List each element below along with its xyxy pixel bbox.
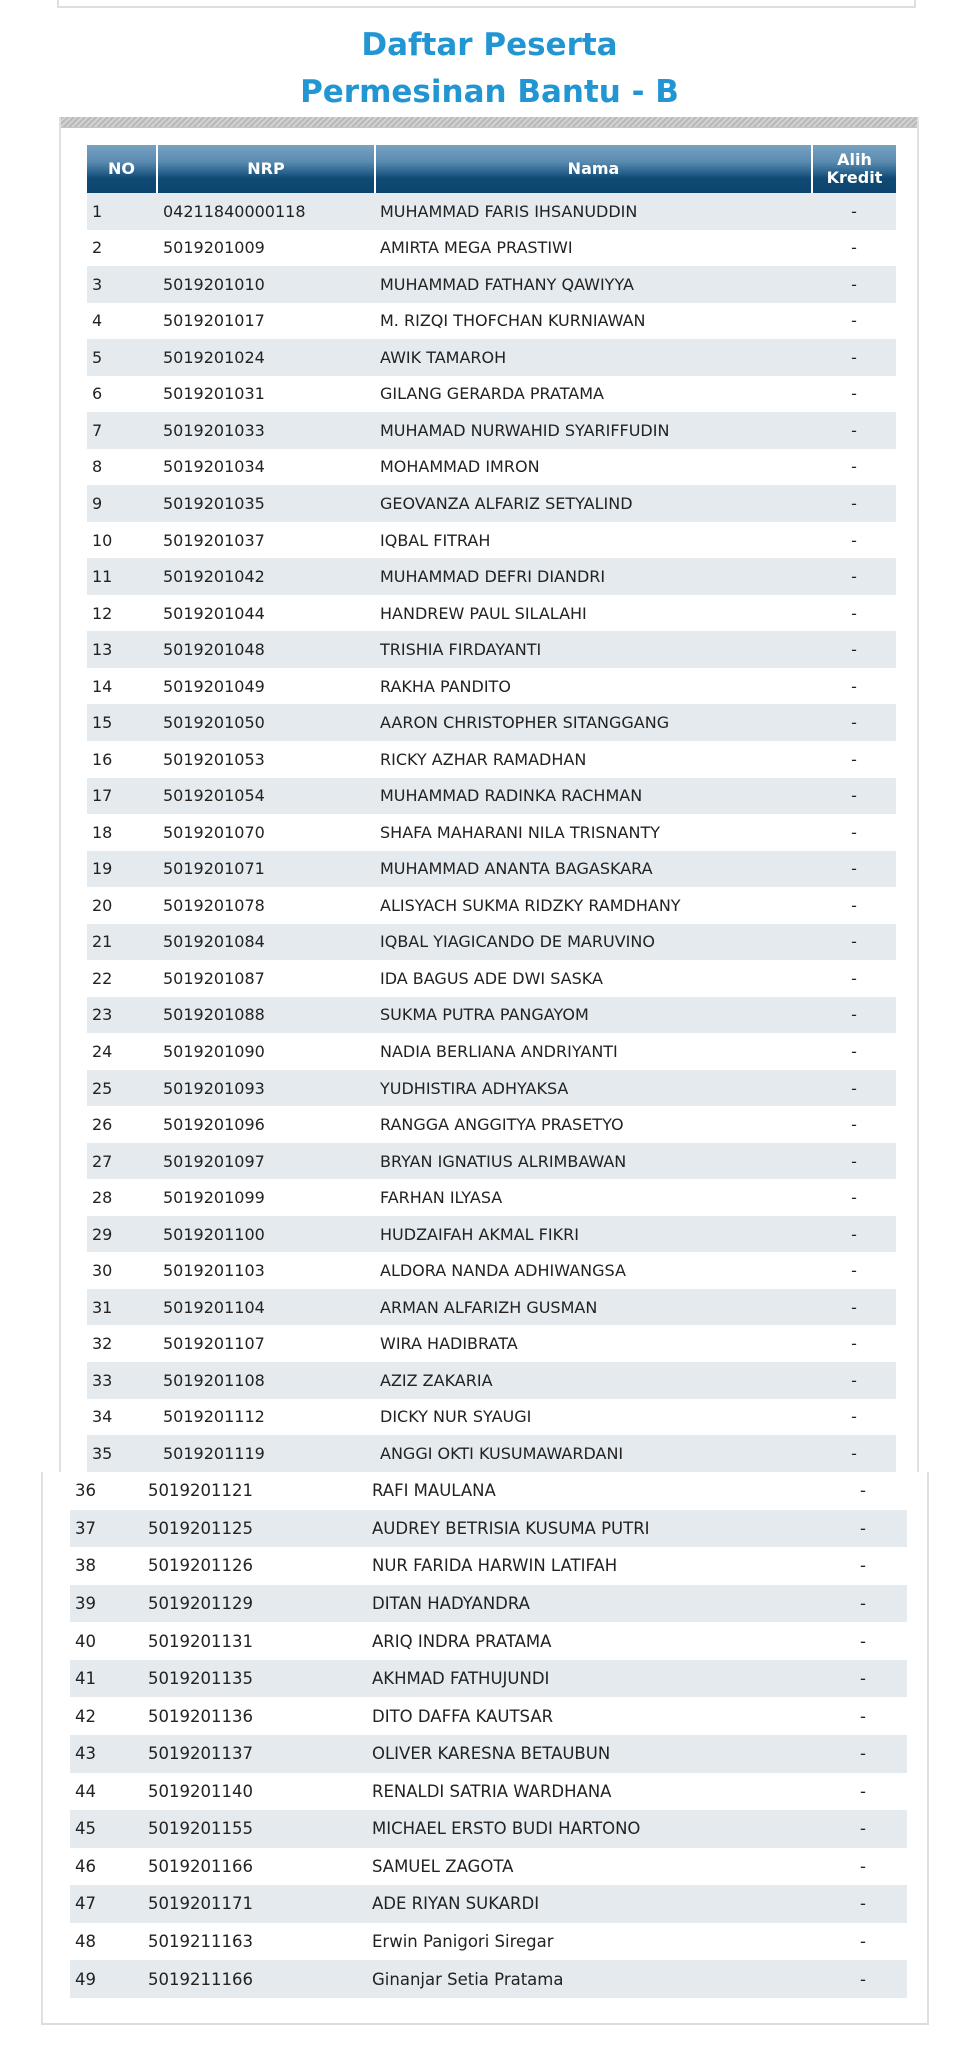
- row-nama: RANGGA ANGGITYA PRASETYO: [375, 1106, 812, 1143]
- row-nama: ARMAN ALFARIZH GUSMAN: [375, 1289, 812, 1326]
- table-row: [70, 1810, 907, 1848]
- column-header-nrp: NRP: [157, 145, 375, 193]
- row-number: 12: [87, 595, 157, 632]
- table-row: [87, 631, 896, 668]
- row-number: 21: [87, 924, 157, 961]
- table-row: [87, 412, 896, 449]
- row-nama: AMIRTA MEGA PRASTIWI: [375, 230, 812, 267]
- row-alih-kredit: -: [812, 1399, 896, 1436]
- row-nrp: 5019201121: [142, 1472, 367, 1510]
- row-nama: AZIZ ZAKARIA: [375, 1362, 812, 1399]
- column-header-alih-kredit: [812, 145, 896, 193]
- row-nama: HUDZAIFAH AKMAL FIKRI: [375, 1216, 812, 1253]
- row-number: 9: [87, 485, 157, 522]
- table-row: [87, 1216, 896, 1253]
- row-number: 42: [70, 1697, 142, 1735]
- table-row: [70, 1885, 907, 1923]
- row-nama: GILANG GERARDA PRATAMA: [375, 376, 812, 413]
- row-number: 25: [87, 1070, 157, 1107]
- row-nrp: 5019201096: [157, 1106, 375, 1143]
- row-number: 17: [87, 778, 157, 815]
- row-nrp: 5019201050: [157, 704, 375, 741]
- row-nrp: 5019201037: [157, 522, 375, 559]
- table-row: [87, 339, 896, 376]
- row-alih-kredit: -: [812, 485, 896, 522]
- row-alih-kredit: -: [812, 741, 896, 778]
- row-nama: RICKY AZHAR RAMADHAN: [375, 741, 812, 778]
- row-nrp: 5019201044: [157, 595, 375, 632]
- row-nama: FARHAN ILYASA: [375, 1179, 812, 1216]
- row-alih-kredit: -: [819, 1885, 907, 1923]
- row-nrp: 5019201034: [157, 449, 375, 486]
- table-row: [70, 1848, 907, 1886]
- row-number: 35: [87, 1435, 157, 1472]
- row-alih-kredit: -: [812, 1325, 896, 1362]
- row-nama: IQBAL YIAGICANDO DE MARUVINO: [375, 924, 812, 961]
- row-number: 3: [87, 266, 157, 303]
- row-nama: SHAFA MAHARANI NILA TRISNANTY: [375, 814, 812, 851]
- row-nama: Erwin Panigori Siregar: [367, 1923, 819, 1961]
- row-nrp: 5019201024: [157, 339, 375, 376]
- row-alih-kredit: -: [812, 1143, 896, 1180]
- table-row: [87, 668, 896, 705]
- row-nama: ALDORA NANDA ADHIWANGSA: [375, 1252, 812, 1289]
- row-alih-kredit: -: [819, 1585, 907, 1623]
- row-number: 28: [87, 1179, 157, 1216]
- row-alih-kredit: -: [812, 924, 896, 961]
- previous-section-box: [57, 0, 916, 8]
- table-row: [87, 1325, 896, 1362]
- participant-table: [87, 145, 896, 1472]
- row-number: 16: [87, 741, 157, 778]
- row-nama: YUDHISTIRA ADHYAKSA: [375, 1070, 812, 1107]
- row-number: 40: [70, 1622, 142, 1660]
- row-nama: MUHAMMAD FATHANY QAWIYYA: [375, 266, 812, 303]
- row-alih-kredit: -: [819, 1697, 907, 1735]
- row-number: 45: [70, 1810, 142, 1848]
- row-number: 46: [70, 1848, 142, 1886]
- row-nrp: 5019201084: [157, 924, 375, 961]
- row-alih-kredit: -: [812, 887, 896, 924]
- row-alih-kredit: -: [819, 1923, 907, 1961]
- row-number: 2: [87, 230, 157, 267]
- row-nama: DICKY NUR SYAUGI: [375, 1399, 812, 1436]
- table-row: [87, 193, 896, 230]
- row-nrp: 5019201129: [142, 1585, 367, 1623]
- table-row: [87, 778, 896, 815]
- table-row: [70, 1735, 907, 1773]
- row-nrp: 5019201053: [157, 741, 375, 778]
- row-nama: NUR FARIDA HARWIN LATIFAH: [367, 1547, 819, 1585]
- row-number: 6: [87, 376, 157, 413]
- table-row: [87, 303, 896, 340]
- row-nrp: 5019201088: [157, 997, 375, 1034]
- row-nrp: 5019201010: [157, 266, 375, 303]
- row-nrp: 5019201078: [157, 887, 375, 924]
- row-nama: TRISHIA FIRDAYANTI: [375, 631, 812, 668]
- row-number: 20: [87, 887, 157, 924]
- row-nama: GEOVANZA ALFARIZ SETYALIND: [375, 485, 812, 522]
- row-alih-kredit: -: [812, 960, 896, 997]
- row-number: 36: [70, 1472, 142, 1510]
- table-row: [87, 558, 896, 595]
- row-number: 48: [70, 1923, 142, 1961]
- row-nrp: 5019201087: [157, 960, 375, 997]
- row-number: 1: [87, 193, 157, 230]
- row-nrp: 5019201135: [142, 1660, 367, 1698]
- row-number: 11: [87, 558, 157, 595]
- row-nrp: 5019201166: [142, 1848, 367, 1886]
- row-nrp: 5019201126: [142, 1547, 367, 1585]
- row-nama: AKHMAD FATHUJUNDI: [367, 1660, 819, 1698]
- row-alih-kredit: -: [812, 1179, 896, 1216]
- row-number: 41: [70, 1660, 142, 1698]
- column-header-alih-kredit-line-1: Alih: [837, 150, 872, 169]
- table-row: [87, 266, 896, 303]
- row-nrp: 5019211166: [142, 1960, 367, 1998]
- row-nama: OLIVER KARESNA BETAUBUN: [367, 1735, 819, 1773]
- row-number: 27: [87, 1143, 157, 1180]
- row-alih-kredit: -: [812, 412, 896, 449]
- row-number: 32: [87, 1325, 157, 1362]
- table-header-row: [87, 145, 896, 193]
- row-number: 49: [70, 1960, 142, 1998]
- table-row: [87, 1143, 896, 1180]
- row-number: 22: [87, 960, 157, 997]
- row-nama: AUDREY BETRISIA KUSUMA PUTRI: [367, 1510, 819, 1548]
- row-number: 30: [87, 1252, 157, 1289]
- table-row: [87, 1179, 896, 1216]
- row-nrp: 5019201035: [157, 485, 375, 522]
- table-row: [87, 1106, 896, 1143]
- row-number: 43: [70, 1735, 142, 1773]
- row-alih-kredit: -: [812, 631, 896, 668]
- row-alih-kredit: -: [812, 1216, 896, 1253]
- row-alih-kredit: -: [812, 1252, 896, 1289]
- row-nama: RAFI MAULANA: [367, 1472, 819, 1510]
- row-alih-kredit: -: [819, 1660, 907, 1698]
- row-alih-kredit: -: [812, 522, 896, 559]
- row-nama: DITO DAFFA KAUTSAR: [367, 1697, 819, 1735]
- table-row: [87, 1399, 896, 1436]
- table-row: [87, 230, 896, 267]
- row-number: 31: [87, 1289, 157, 1326]
- row-nrp: 5019201099: [157, 1179, 375, 1216]
- row-alih-kredit: -: [812, 1033, 896, 1070]
- row-alih-kredit: -: [819, 1735, 907, 1773]
- row-nama: M. RIZQI THOFCHAN KURNIAWAN: [375, 303, 812, 340]
- page-title-line-2: Permesinan Bantu - B: [300, 74, 679, 110]
- table-row: [87, 522, 896, 559]
- row-nrp: 5019201136: [142, 1697, 367, 1735]
- row-alih-kredit: -: [812, 704, 896, 741]
- row-nrp: 5019201140: [142, 1773, 367, 1811]
- row-nama: MUHAMMAD ANANTA BAGASKARA: [375, 851, 812, 888]
- row-nama: MUHAMMAD DEFRI DIANDRI: [375, 558, 812, 595]
- table-row: [87, 851, 896, 888]
- row-number: 34: [87, 1399, 157, 1436]
- row-nrp: 04211840000118: [157, 193, 375, 230]
- table-row: [87, 376, 896, 413]
- table-row: [87, 1033, 896, 1070]
- row-alih-kredit: -: [812, 778, 896, 815]
- row-alih-kredit: -: [819, 1848, 907, 1886]
- row-alih-kredit: -: [819, 1960, 907, 1998]
- row-nrp: 5019201049: [157, 668, 375, 705]
- row-alih-kredit: -: [819, 1510, 907, 1548]
- table-row: [87, 887, 896, 924]
- row-nama: DITAN HADYANDRA: [367, 1585, 819, 1623]
- row-number: 44: [70, 1773, 142, 1811]
- table-row: [87, 449, 896, 486]
- row-nama: NADIA BERLIANA ANDRIYANTI: [375, 1033, 812, 1070]
- row-nama: MUHAMMAD RADINKA RACHMAN: [375, 778, 812, 815]
- table-row: [70, 1510, 907, 1548]
- row-alih-kredit: -: [812, 1362, 896, 1399]
- row-nrp: 5019201131: [142, 1622, 367, 1660]
- table-row: [87, 1362, 896, 1399]
- row-nama: RAKHA PANDITO: [375, 668, 812, 705]
- row-nama: SUKMA PUTRA PANGAYOM: [375, 997, 812, 1034]
- row-nrp: 5019211163: [142, 1923, 367, 1961]
- row-nrp: 5019201107: [157, 1325, 375, 1362]
- row-nrp: 5019201054: [157, 778, 375, 815]
- row-number: 33: [87, 1362, 157, 1399]
- row-nrp: 5019201009: [157, 230, 375, 267]
- row-nama: MUHAMAD NURWAHID SYARIFFUDIN: [375, 412, 812, 449]
- row-number: 14: [87, 668, 157, 705]
- row-number: 29: [87, 1216, 157, 1253]
- row-nama: AWIK TAMAROH: [375, 339, 812, 376]
- table-row: [87, 1070, 896, 1107]
- row-number: 15: [87, 704, 157, 741]
- table-row: [70, 1923, 907, 1961]
- row-nrp: 5019201104: [157, 1289, 375, 1326]
- table-row: [70, 1660, 907, 1698]
- row-nama: WIRA HADIBRATA: [375, 1325, 812, 1362]
- row-alih-kredit: -: [812, 193, 896, 230]
- table-row: [87, 814, 896, 851]
- row-alih-kredit: -: [812, 230, 896, 267]
- row-number: 10: [87, 522, 157, 559]
- table-row: [87, 595, 896, 632]
- table-row: [87, 997, 896, 1034]
- row-number: 18: [87, 814, 157, 851]
- row-nrp: 5019201155: [142, 1810, 367, 1848]
- row-alih-kredit: -: [812, 1289, 896, 1326]
- page-title-line-1: Daftar Peserta: [361, 27, 618, 63]
- table-row: [87, 741, 896, 778]
- row-nama: SAMUEL ZAGOTA: [367, 1848, 819, 1886]
- row-alih-kredit: -: [819, 1622, 907, 1660]
- panel-header-stripe: [61, 117, 917, 128]
- table-row: [87, 1289, 896, 1326]
- row-alih-kredit: -: [812, 558, 896, 595]
- row-number: 39: [70, 1585, 142, 1623]
- row-number: 8: [87, 449, 157, 486]
- row-nama: ADE RIYAN SUKARDI: [367, 1885, 819, 1923]
- row-nama: RENALDI SATRIA WARDHANA: [367, 1773, 819, 1811]
- row-nama: IDA BAGUS ADE DWI SASKA: [375, 960, 812, 997]
- table-row: [87, 1252, 896, 1289]
- table-row: [70, 1773, 907, 1811]
- table-row: [87, 960, 896, 997]
- row-number: 23: [87, 997, 157, 1034]
- table-row: [70, 1697, 907, 1735]
- row-nrp: 5019201119: [157, 1435, 375, 1472]
- row-number: 7: [87, 412, 157, 449]
- table-row: [70, 1960, 907, 1998]
- table-row: [87, 485, 896, 522]
- table-row: [70, 1472, 907, 1510]
- column-header-no: NO: [87, 145, 157, 193]
- row-alih-kredit: -: [812, 266, 896, 303]
- row-nrp: 5019201125: [142, 1510, 367, 1548]
- row-number: 47: [70, 1885, 142, 1923]
- row-nrp: 5019201093: [157, 1070, 375, 1107]
- row-alih-kredit: -: [812, 595, 896, 632]
- row-alih-kredit: -: [812, 1435, 896, 1472]
- row-alih-kredit: -: [812, 814, 896, 851]
- row-number: 26: [87, 1106, 157, 1143]
- row-nrp: 5019201108: [157, 1362, 375, 1399]
- column-header-nama: Nama: [375, 145, 812, 193]
- row-nrp: 5019201033: [157, 412, 375, 449]
- column-header-alih-kredit-line-2: Kredit: [826, 168, 883, 187]
- row-number: 5: [87, 339, 157, 376]
- row-number: 24: [87, 1033, 157, 1070]
- participant-table-continued: [70, 1472, 907, 1998]
- row-nama: BRYAN IGNATIUS ALRIMBAWAN: [375, 1143, 812, 1180]
- table-row: [87, 924, 896, 961]
- row-alih-kredit: -: [812, 1106, 896, 1143]
- row-nrp: 5019201048: [157, 631, 375, 668]
- row-nrp: 5019201137: [142, 1735, 367, 1773]
- row-number: 37: [70, 1510, 142, 1548]
- row-alih-kredit: -: [819, 1810, 907, 1848]
- row-nama: MICHAEL ERSTO BUDI HARTONO: [367, 1810, 819, 1848]
- row-nama: ALISYACH SUKMA RIDZKY RAMDHANY: [375, 887, 812, 924]
- row-alih-kredit: -: [812, 303, 896, 340]
- table-row: [87, 1435, 896, 1472]
- row-nama: MUHAMMAD FARIS IHSANUDDIN: [375, 193, 812, 230]
- row-nama: ANGGI OKTI KUSUMAWARDANI: [375, 1435, 812, 1472]
- row-nrp: 5019201042: [157, 558, 375, 595]
- row-alih-kredit: -: [812, 997, 896, 1034]
- row-nrp: 5019201031: [157, 376, 375, 413]
- row-number: 13: [87, 631, 157, 668]
- row-alih-kredit: -: [812, 1070, 896, 1107]
- row-alih-kredit: -: [812, 449, 896, 486]
- row-nrp: 5019201112: [157, 1399, 375, 1436]
- row-nama: IQBAL FITRAH: [375, 522, 812, 559]
- row-nrp: 5019201017: [157, 303, 375, 340]
- row-nrp: 5019201071: [157, 851, 375, 888]
- row-nrp: 5019201097: [157, 1143, 375, 1180]
- row-nama: AARON CHRISTOPHER SITANGGANG: [375, 704, 812, 741]
- row-number: 19: [87, 851, 157, 888]
- row-alih-kredit: -: [812, 376, 896, 413]
- table-row: [70, 1622, 907, 1660]
- row-alih-kredit: -: [819, 1773, 907, 1811]
- table-row: [70, 1585, 907, 1623]
- row-nama: HANDREW PAUL SILALAHI: [375, 595, 812, 632]
- row-alih-kredit: -: [812, 339, 896, 376]
- row-nrp: 5019201090: [157, 1033, 375, 1070]
- row-alih-kredit: -: [812, 668, 896, 705]
- row-number: 4: [87, 303, 157, 340]
- row-alih-kredit: -: [819, 1472, 907, 1510]
- row-nama: Ginanjar Setia Pratama: [367, 1960, 819, 1998]
- row-nama: MOHAMMAD IMRON: [375, 449, 812, 486]
- table-row: [70, 1547, 907, 1585]
- row-nama: ARIQ INDRA PRATAMA: [367, 1622, 819, 1660]
- row-alih-kredit: -: [812, 851, 896, 888]
- row-alih-kredit: -: [819, 1547, 907, 1585]
- row-nrp: 5019201070: [157, 814, 375, 851]
- row-number: 38: [70, 1547, 142, 1585]
- table-row: [87, 704, 896, 741]
- row-nrp: 5019201100: [157, 1216, 375, 1253]
- row-nrp: 5019201171: [142, 1885, 367, 1923]
- row-nrp: 5019201103: [157, 1252, 375, 1289]
